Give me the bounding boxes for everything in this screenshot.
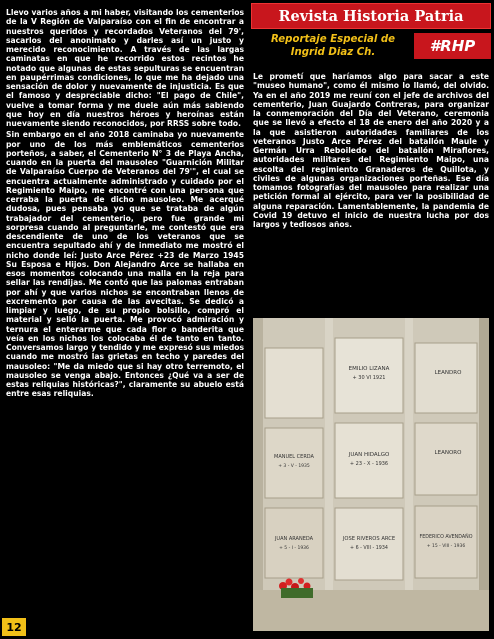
page-number: 12 [2, 618, 26, 636]
plaque-name: JUAN HIDALGO [348, 452, 390, 458]
plaque-date: + 30 VI 1921 [352, 375, 386, 381]
plaque-date: + 15 - VIII - 1936 [426, 544, 466, 549]
article-left-column [6, 8, 244, 616]
article-right-column [253, 72, 489, 312]
byline-line-1: Reportaje Especial de [270, 34, 396, 45]
article-paragraph: Sin embargo en el año 2018 caminaba yo nuevamente por uno de los más emblemáticos cementerios porteños, a saber, el Cementerio N° 3 de Playa Ancha, cuando en la puerta del mausoleo "Guarnición Militar de Valparaíso Cuerpo de Veteranos del 79'", el cual se encuentra actualmente administrado y cuidado por el Regimiento Maipo, me encontré con una persona que cerraba la puerta de dicho mausoleo. Me acerqué dudosa, pues pensaba yo que se trataba de algún trabajador del cementerio, pero fue grande mi sorpresa cuando al preguntarle, me contestó que era descendiente de uno de los veteranos que se encuentra sepultado ahí y de inmediato me mostró el nicho donde leí: Justo Arce Pérez +23 de Marzo 1945 Su Esposa e Hijos. Don Alejandro Arce se hallaba en esos momentos colocando una malla en la reja para sellar las rendijas. Me contó que las palomas entraban por ahí y que varios nichos se encontraban llenos de excremento por causa de las avecitas. Se dedicó a limpiar y luego, de su propio bolsillo, compró el material y selló la puerta. Me provocó admiración y ternura el enterarme que cada flor o banderita que veía en los nichos los colocaba él de tanto en tanto. Conversamos largo y tendido y me expresó sus miedos cuando me mostró las grietas en techo y paredes del mausoleo: "Me da miedo que si hay otro terremoto, el mausoleo se venga abajo. Entonces ¿Qué va a ser de estas reliquias históricas?", claramente su abuelo está entre esas reliquias. [6, 130, 244, 399]
byline-author: Ingrid Diaz Ch. [290, 46, 376, 58]
plaque-name: FEDERICO AVENDAÑO [419, 535, 473, 540]
plaque-name: JUAN ARANEDA [274, 536, 314, 542]
plaque-name: JOSE RIVEROS ARCE [342, 536, 396, 542]
plaque-name: LEANDRO [434, 370, 462, 376]
article-paragraph: Le prometí que haríamos algo para sacar a este "museo humano", como él mismo lo llamó, del olvido. Ya en el año 2019 me reuní con el jefe de archivos del cementerio, Juan Guajardo Contreras, para organizar la conmemoración del Día del Veterano, ceremonia que se llevó a efecto el 18 de enero del año 2020 y a la que asistieron autoridades familiares de los veteranos Justo Arce Pérez del batallón Maule y Germán Urra Reboiledo del batallón Miraflores, autoridades militares del Regimiento Maipo, una escolta del regimiento Granaderos de Quillota, y civiles de algunas organizaciones porteñas. Ese día tomamos fotografías del mausoleo para realizar una petición formal al ejército, para ver la posibilidad de alguna reparación. Lamentablemente, la pandemia de Covid 19 detuvo el inicio de nuestra lucha por dos largos y tediosos años. [253, 72, 489, 229]
article-paragraph: Llevo varios años a mi haber, visitando los cementerios de la V Región de Valparaíso con el fin de encontrar a nuestros queridos y recordados Veteranos del 79', sacarlos del anonimato y darles así un justo y merecido reconocimiento. A través de las largas caminatas en que he recorrido estos recintos he notado que algunas de estas sepulturas se encuentran en paupérrimas condiciones, lo que me ha dejado una sensación de dolor y nuevamente de injusticia. Es que el famoso y despreciable dicho: "El pago de Chile", vuelve a tomar forma y me duele aún más sabiendo que hoy en día nuestros héroes y heroínas están nuevamente siendo reconocidos, por RRSS sobre todo. [6, 8, 244, 128]
plaque-name: EMILIO LIZANA [348, 366, 390, 372]
masthead-title: Revista Historia Patria [251, 3, 491, 29]
plaque-date: + 5 - I - 1936 [279, 546, 309, 551]
plaque-name: LEANORO [434, 450, 462, 456]
plaque-date: + 3 - V - 1935 [278, 464, 310, 469]
hashtag-badge: #RHP [414, 33, 491, 59]
plaque-date: + 6 - VIII - 1934 [350, 546, 388, 551]
niches-illustration [253, 318, 489, 631]
plaque-name: MANUEL CERDA [274, 454, 314, 460]
byline [252, 34, 414, 60]
mausoleum-niches-photo [253, 318, 489, 631]
plaque-date: + 23 - X - 1936 [349, 461, 389, 467]
